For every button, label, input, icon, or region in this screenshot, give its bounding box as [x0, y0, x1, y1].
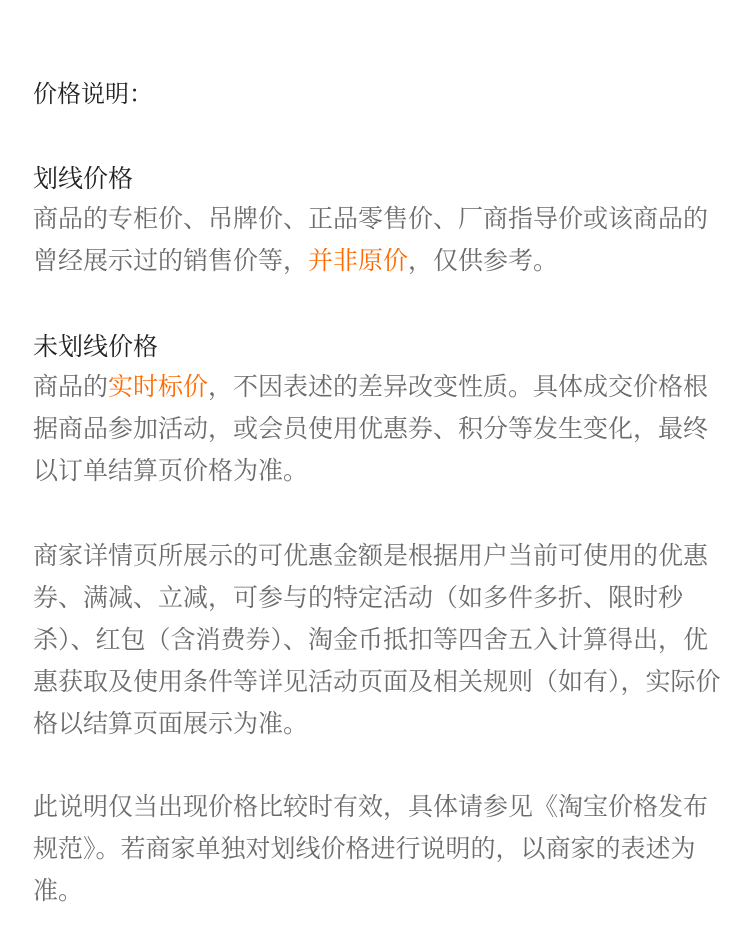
strikethrough-text-after: ，仅供参考。 — [408, 246, 559, 275]
non-strikethrough-price-heading: 未划线价格 — [33, 332, 159, 361]
realtime-price-highlight: 实时标价 — [108, 372, 209, 401]
page-title: 价格说明： — [33, 80, 153, 108]
non-strikethrough-text-after: ，不因表述的差异改变性质。具体成交价格根据商品参加活动，或会员使用优惠券、积分等发生变化，最终以订单结算页价格为准。 — [33, 372, 709, 485]
validity-note: 此说明仅当出现价格比较时有效，具体请参见《淘宝价格发布规范》。若商家单独对划线价格进行说明的，以商家的表述为准。 — [33, 792, 709, 905]
strikethrough-price-description — [33, 198, 723, 282]
non-strikethrough-price-description — [33, 366, 723, 492]
strikethrough-text-before: 商品的专柜价、吊牌价、正品零售价、厂商指导价或该商品的曾经展示过的销售价等， — [33, 204, 709, 275]
not-original-price-highlight: 并非原价 — [308, 246, 409, 275]
strikethrough-price-heading: 划线价格 — [33, 164, 134, 193]
discount-amount-note: 商家详情页所展示的可优惠金额是根据用户当前可使用的优惠券、满减、立减，可参与的特定活动（如多件多折、限时秒杀）、红包（含消费券）、淘金币抵扣等四舍五入计算得出，优惠获取及使用条件等详见活动页面及相关规则（如有），实际价格以结算页面展示为准。 — [33, 541, 721, 738]
non-strikethrough-text-before: 商品的 — [33, 372, 109, 401]
